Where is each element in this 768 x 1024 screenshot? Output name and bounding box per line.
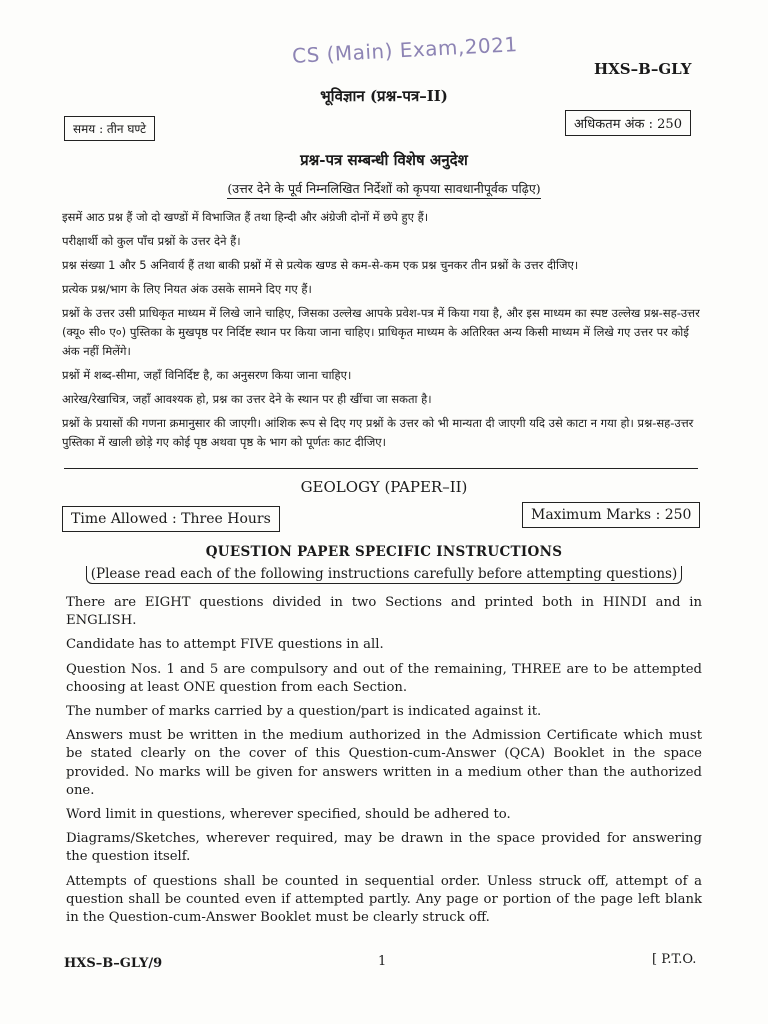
pto-mark: [ P.T.O. bbox=[652, 952, 697, 967]
hindi-instruction: प्रश्नों में शब्द-सीमा, जहाँ विनिर्दिष्ट है, का अनुसरण किया जाना चाहिए। bbox=[62, 368, 352, 382]
english-instruction: Word limit in questions, wherever specified, should be adhered to. bbox=[66, 807, 511, 823]
english-time-box: Time Allowed : Three Hours bbox=[62, 506, 280, 532]
hindi-max-marks-box: अधिकतम अंक : 250 bbox=[565, 110, 691, 136]
english-instructions-list bbox=[66, 594, 702, 933]
english-instruction: Diagrams/Sketches, wherever required, may be drawn in the space provided for answering the question itself. bbox=[66, 831, 702, 865]
paper-code: HXS–B–GLY bbox=[594, 60, 692, 78]
hindi-instructions-subheading: (उत्तर देने के पूर्व निम्नलिखित निर्देशों को कृपया सावधानीपूर्वक पढ़िए) bbox=[0, 180, 768, 197]
english-paper-title: GEOLOGY (PAPER–II) bbox=[300, 478, 468, 496]
english-instruction: Question Nos. 1 and 5 are compulsory and out of the remaining, THREE are to be attempted choosing at least ONE question from each Section. bbox=[66, 661, 702, 695]
hindi-instruction: परीक्षार्थी को कुल पाँच प्रश्नों के उत्तर देने हैं। bbox=[62, 234, 241, 248]
hindi-instruction: प्रश्नों के उत्तर उसी प्राधिकृत माध्यम में लिखे जाने चाहिए, जिसका उल्लेख आपके प्रवेश-पत्र में किया गया है, और इस माध्यम का स्पष्ट उल्लेख प्रश्न-सह-उत्तर (क्यू० सी० ए०) पुस्तिका के मुखपृष्ठ पर निर्दिष्ट स्थान पर किया जाना चाहिए। प्राधिकृत माध्यम के अतिरिक्त अन्य किसी माध्यम में लिखे गए उत्तर पर कोई अंक नहीं मिलेंगे। bbox=[62, 306, 700, 358]
english-instruction: Answers must be written in the medium authorized in the Admission Certificate which must be stated clearly on the cover of this Question-cum-Answer (QCA) Booklet in the space provided. No marks will be given for answers written in a medium other than the authorized one. bbox=[66, 728, 702, 798]
hindi-paper-title: भूविज्ञान (प्रश्न-पत्र–II) bbox=[320, 87, 448, 105]
section-divider bbox=[64, 468, 698, 469]
hindi-time-box: समय : तीन घण्टे bbox=[64, 116, 155, 141]
english-max-marks-box: Maximum Marks : 250 bbox=[522, 502, 700, 528]
english-instructions-subheading: (Please read each of the following instructions carefully before attempting questions) bbox=[0, 566, 768, 582]
hindi-instructions-heading: प्रश्न-पत्र सम्बन्धी विशेष अनुदेश bbox=[300, 151, 468, 169]
hindi-instruction: इसमें आठ प्रश्न हैं जो दो खण्डों में विभाजित हैं तथा हिन्दी और अंग्रेजी दोनों में छपे हुए हैं। bbox=[62, 210, 429, 224]
english-instruction: Attempts of questions shall be counted in sequential order. Unless struck off, attempt of a question shall be counted even if attempted partly. Any page or portion of the page left blank in the Question-cum-Answer Booklet must be clearly struck off. bbox=[66, 873, 702, 926]
hindi-instruction: प्रत्येक प्रश्न/भाग के लिए नियत अंक उसके सामने दिए गए हैं। bbox=[62, 282, 312, 296]
hindi-instruction: प्रश्नों के प्रयासों की गणना क्रमानुसार की जाएगी। आंशिक रूप से दिए गए प्रश्नों के उत्तर को भी मान्यता दी जाएगी यदि उसे काटा न गया हो। प्रश्न-सह-उत्तर पुस्तिका में खाली छोड़े गए कोई पृष्ठ अथवा पृष्ठ के भाग को पूर्णतः काट दीजिए। bbox=[62, 416, 694, 449]
english-instruction: There are EIGHT questions divided in two Sections and printed both in HINDI and in ENGLISH. bbox=[66, 595, 702, 629]
footer-paper-code: HXS–B–GLY/9 bbox=[64, 956, 163, 971]
page-number: 1 bbox=[378, 954, 387, 969]
hindi-instruction: प्रश्न संख्या 1 और 5 अनिवार्य हैं तथा बाकी प्रश्नों में से प्रत्येक खण्ड से कम-से-कम एक प्रश्न चुनकर तीन प्रश्नों के उत्तर दीजिए। bbox=[62, 258, 579, 272]
english-instructions-heading: QUESTION PAPER SPECIFIC INSTRUCTIONS bbox=[205, 544, 563, 560]
hindi-instructions-list bbox=[62, 208, 702, 457]
english-instruction: Candidate has to attempt FIVE questions in all. bbox=[66, 637, 384, 653]
exam-stamp: CS (Main) Exam,2021 bbox=[291, 32, 519, 68]
hindi-instruction: आरेख/रेखाचित्र, जहाँ आवश्यक हो, प्रश्न का उत्तर देने के स्थान पर ही खींचा जा सकता है। bbox=[62, 392, 432, 406]
english-instruction: The number of marks carried by a question/part is indicated against it. bbox=[66, 704, 542, 720]
